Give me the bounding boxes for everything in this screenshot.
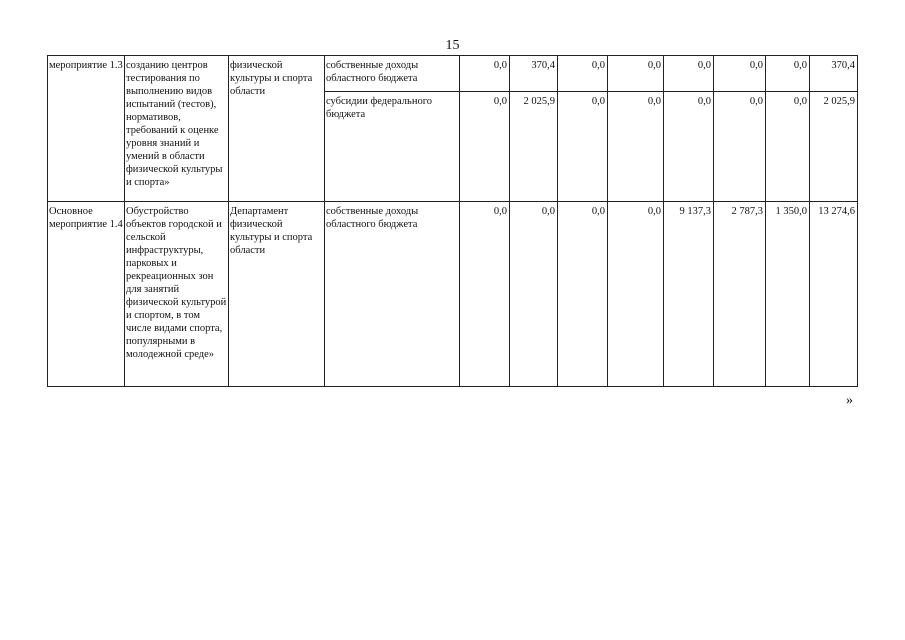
value-cell: 2 787,3	[714, 202, 766, 387]
value-cell: 0,0	[766, 92, 810, 202]
value-cell: 0,0	[460, 92, 510, 202]
value-cell: 0,0	[558, 56, 608, 92]
value-cell: 370,4	[810, 56, 858, 92]
value-cell: 0,0	[608, 92, 664, 202]
source-label-cell: собственные доходы областного бюджета	[325, 202, 460, 387]
value-cell: 0,0	[460, 56, 510, 92]
page-number: 15	[445, 38, 460, 53]
source-label-cell: собственные доходы областного бюджета	[325, 56, 460, 92]
table-row	[48, 202, 858, 387]
value-cell: 0,0	[460, 202, 510, 387]
row-description-cell: созданию центров тестирования по выполнению видов испытаний (тестов), нормативов, требований к оценке уровня знаний и умений в области физической культуры и спорта»	[125, 56, 229, 202]
source-label-cell: субсидии федерального бюджета	[325, 92, 460, 202]
value-cell: 2 025,9	[810, 92, 858, 202]
row-name-cell: мероприятие 1.3	[48, 56, 125, 202]
value-cell: 0,0	[510, 202, 558, 387]
value-cell: 0,0	[714, 92, 766, 202]
value-cell: 2 025,9	[510, 92, 558, 202]
closing-quote-mark: »	[846, 393, 853, 408]
value-cell: 0,0	[558, 92, 608, 202]
value-cell: 0,0	[714, 56, 766, 92]
value-cell: 0,0	[608, 56, 664, 92]
row-description-cell: Обустройство объектов городской и сельской инфраструктуры, парковых и рекреационных зон для занятий физической культурой и спортом, в том числе видами спорта, популярными в молодежной среде»	[125, 202, 229, 387]
value-cell: 0,0	[664, 56, 714, 92]
value-cell: 0,0	[664, 92, 714, 202]
budget-table	[47, 55, 858, 387]
value-cell: 0,0	[766, 56, 810, 92]
value-cell: 0,0	[608, 202, 664, 387]
row-name-cell: Основное мероприятие 1.4	[48, 202, 125, 387]
table-row	[48, 56, 858, 92]
row-executor-cell: физической культуры и спорта области	[229, 56, 325, 202]
row-executor-cell: Департамент физической культуры и спорта области	[229, 202, 325, 387]
value-cell: 13 274,6	[810, 202, 858, 387]
value-cell: 9 137,3	[664, 202, 714, 387]
value-cell: 1 350,0	[766, 202, 810, 387]
value-cell: 0,0	[558, 202, 608, 387]
value-cell: 370,4	[510, 56, 558, 92]
